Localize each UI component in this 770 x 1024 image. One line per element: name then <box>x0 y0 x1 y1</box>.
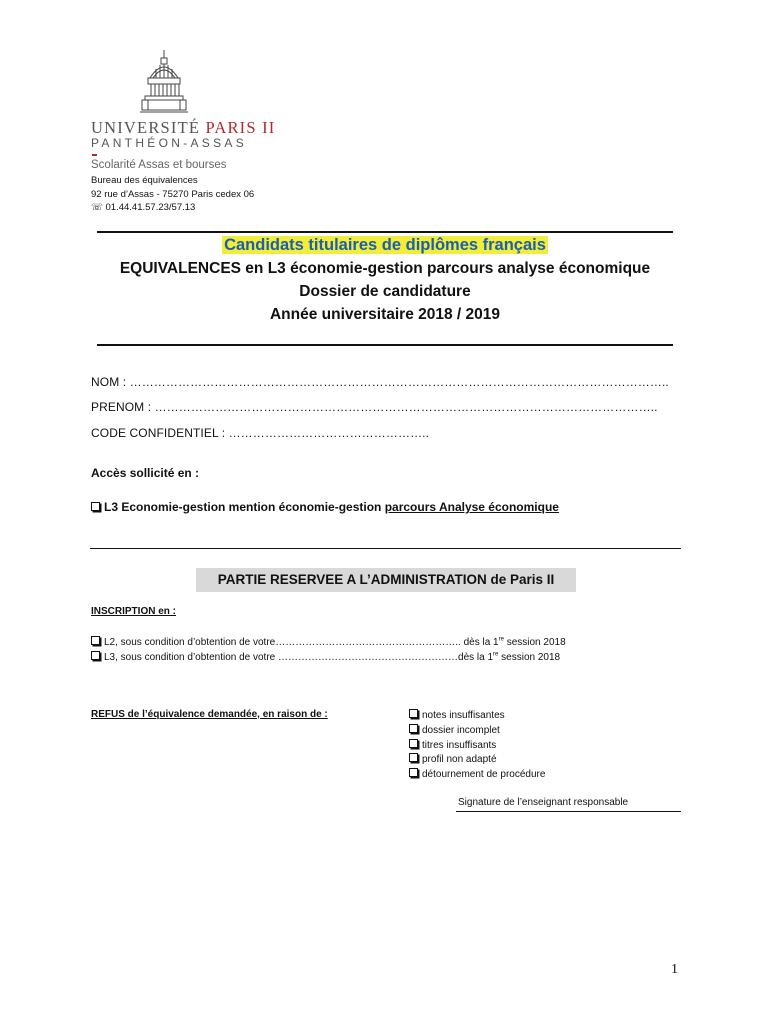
prenom-field[interactable]: PRENOM : …………………………………………………………………………………………………………….. <box>91 400 658 414</box>
signature-line[interactable] <box>456 811 681 812</box>
inscription-l3-text: L3, sous condition d’obtention de votre ………………………………………………dès la 1 <box>104 652 494 663</box>
session-text: session 2018 <box>498 652 561 663</box>
office-phone: ☏ 01.44.41.57.23/57.13 <box>91 202 196 213</box>
refus-option[interactable] <box>409 768 545 780</box>
code-confidentiel-field[interactable]: CODE CONFIDENTIEL : ………………………………………….. <box>91 426 430 440</box>
ordinal-suffix: re <box>498 636 504 643</box>
section-divider <box>90 548 681 549</box>
university-name-part1: UNIVERSITÉ <box>91 118 201 137</box>
title-line1: EQUIVALENCES en L3 économie-gestion parcours analyse économique <box>119 260 651 277</box>
checkbox-icon[interactable] <box>409 768 418 777</box>
nom-field[interactable]: NOM : …………………………………………………………………………………………………………………….. <box>91 375 669 389</box>
checkbox-icon[interactable] <box>409 753 418 762</box>
university-name <box>91 118 275 138</box>
top-divider <box>97 231 673 233</box>
admin-section-header: PARTIE RESERVEE A L’ADMINISTRATION de Paris II <box>196 568 576 592</box>
checkbox-icon[interactable] <box>91 502 100 511</box>
office-address: 92 rue d’Assas - 75270 Paris cedex 06 <box>91 189 255 200</box>
refus-option[interactable] <box>409 753 497 765</box>
inscription-l2-text: L2, sous condition d’obtention de votre……………………………………………….. dès la 1 <box>104 637 499 648</box>
inscription-label: INSCRIPTION en : <box>91 606 177 617</box>
checkbox-icon[interactable] <box>409 709 418 718</box>
checkbox-icon[interactable] <box>91 651 100 660</box>
inscription-l2-option[interactable] <box>91 636 566 648</box>
university-subname: PANTHÉON-ASSAS <box>91 136 247 150</box>
access-option-label: L3 Economie-gestion mention économie-gestion <box>104 500 382 514</box>
refus-option-label: dossier incomplet <box>422 725 500 736</box>
red-accent-divider <box>92 154 97 156</box>
refus-label: REFUS de l’équivalence demandée, en raison de : <box>91 709 328 720</box>
title-line2: Dossier de candidature <box>299 283 471 300</box>
session-text: session 2018 <box>503 637 566 648</box>
title-bottom-divider <box>97 344 673 346</box>
access-option-parcours: parcours Analyse économique <box>384 500 559 514</box>
access-label: Accès sollicité en : <box>91 466 200 480</box>
refus-option-label: notes insuffisantes <box>422 710 505 721</box>
page-number: 1 <box>671 962 678 977</box>
ordinal-suffix: re <box>493 651 499 658</box>
inscription-l3-option[interactable] <box>91 651 560 663</box>
title-highlight: Candidats titulaires de diplômes français <box>224 236 546 254</box>
refus-option[interactable] <box>409 709 505 721</box>
refus-option-label: titres insuffisants <box>422 740 497 751</box>
refus-option-label: profil non adapté <box>422 754 497 765</box>
checkbox-icon[interactable] <box>409 739 418 748</box>
office-name: Bureau des équivalences <box>91 175 198 186</box>
title-line3: Année universitaire 2018 / 2019 <box>269 306 501 323</box>
signature-label: Signature de l’enseignant responsable <box>458 797 629 808</box>
service-name: Scolarité Assas et bourses <box>91 159 227 171</box>
access-option[interactable] <box>91 500 559 514</box>
title-highlight-row <box>0 236 770 255</box>
refus-option[interactable] <box>409 739 496 751</box>
refus-option[interactable] <box>409 724 500 736</box>
university-name-part2: PARIS II <box>205 118 276 137</box>
refus-option-label: détournement de procédure <box>422 769 546 780</box>
university-logo-icon <box>140 48 188 118</box>
checkbox-icon[interactable] <box>409 724 418 733</box>
checkbox-icon[interactable] <box>91 636 100 645</box>
